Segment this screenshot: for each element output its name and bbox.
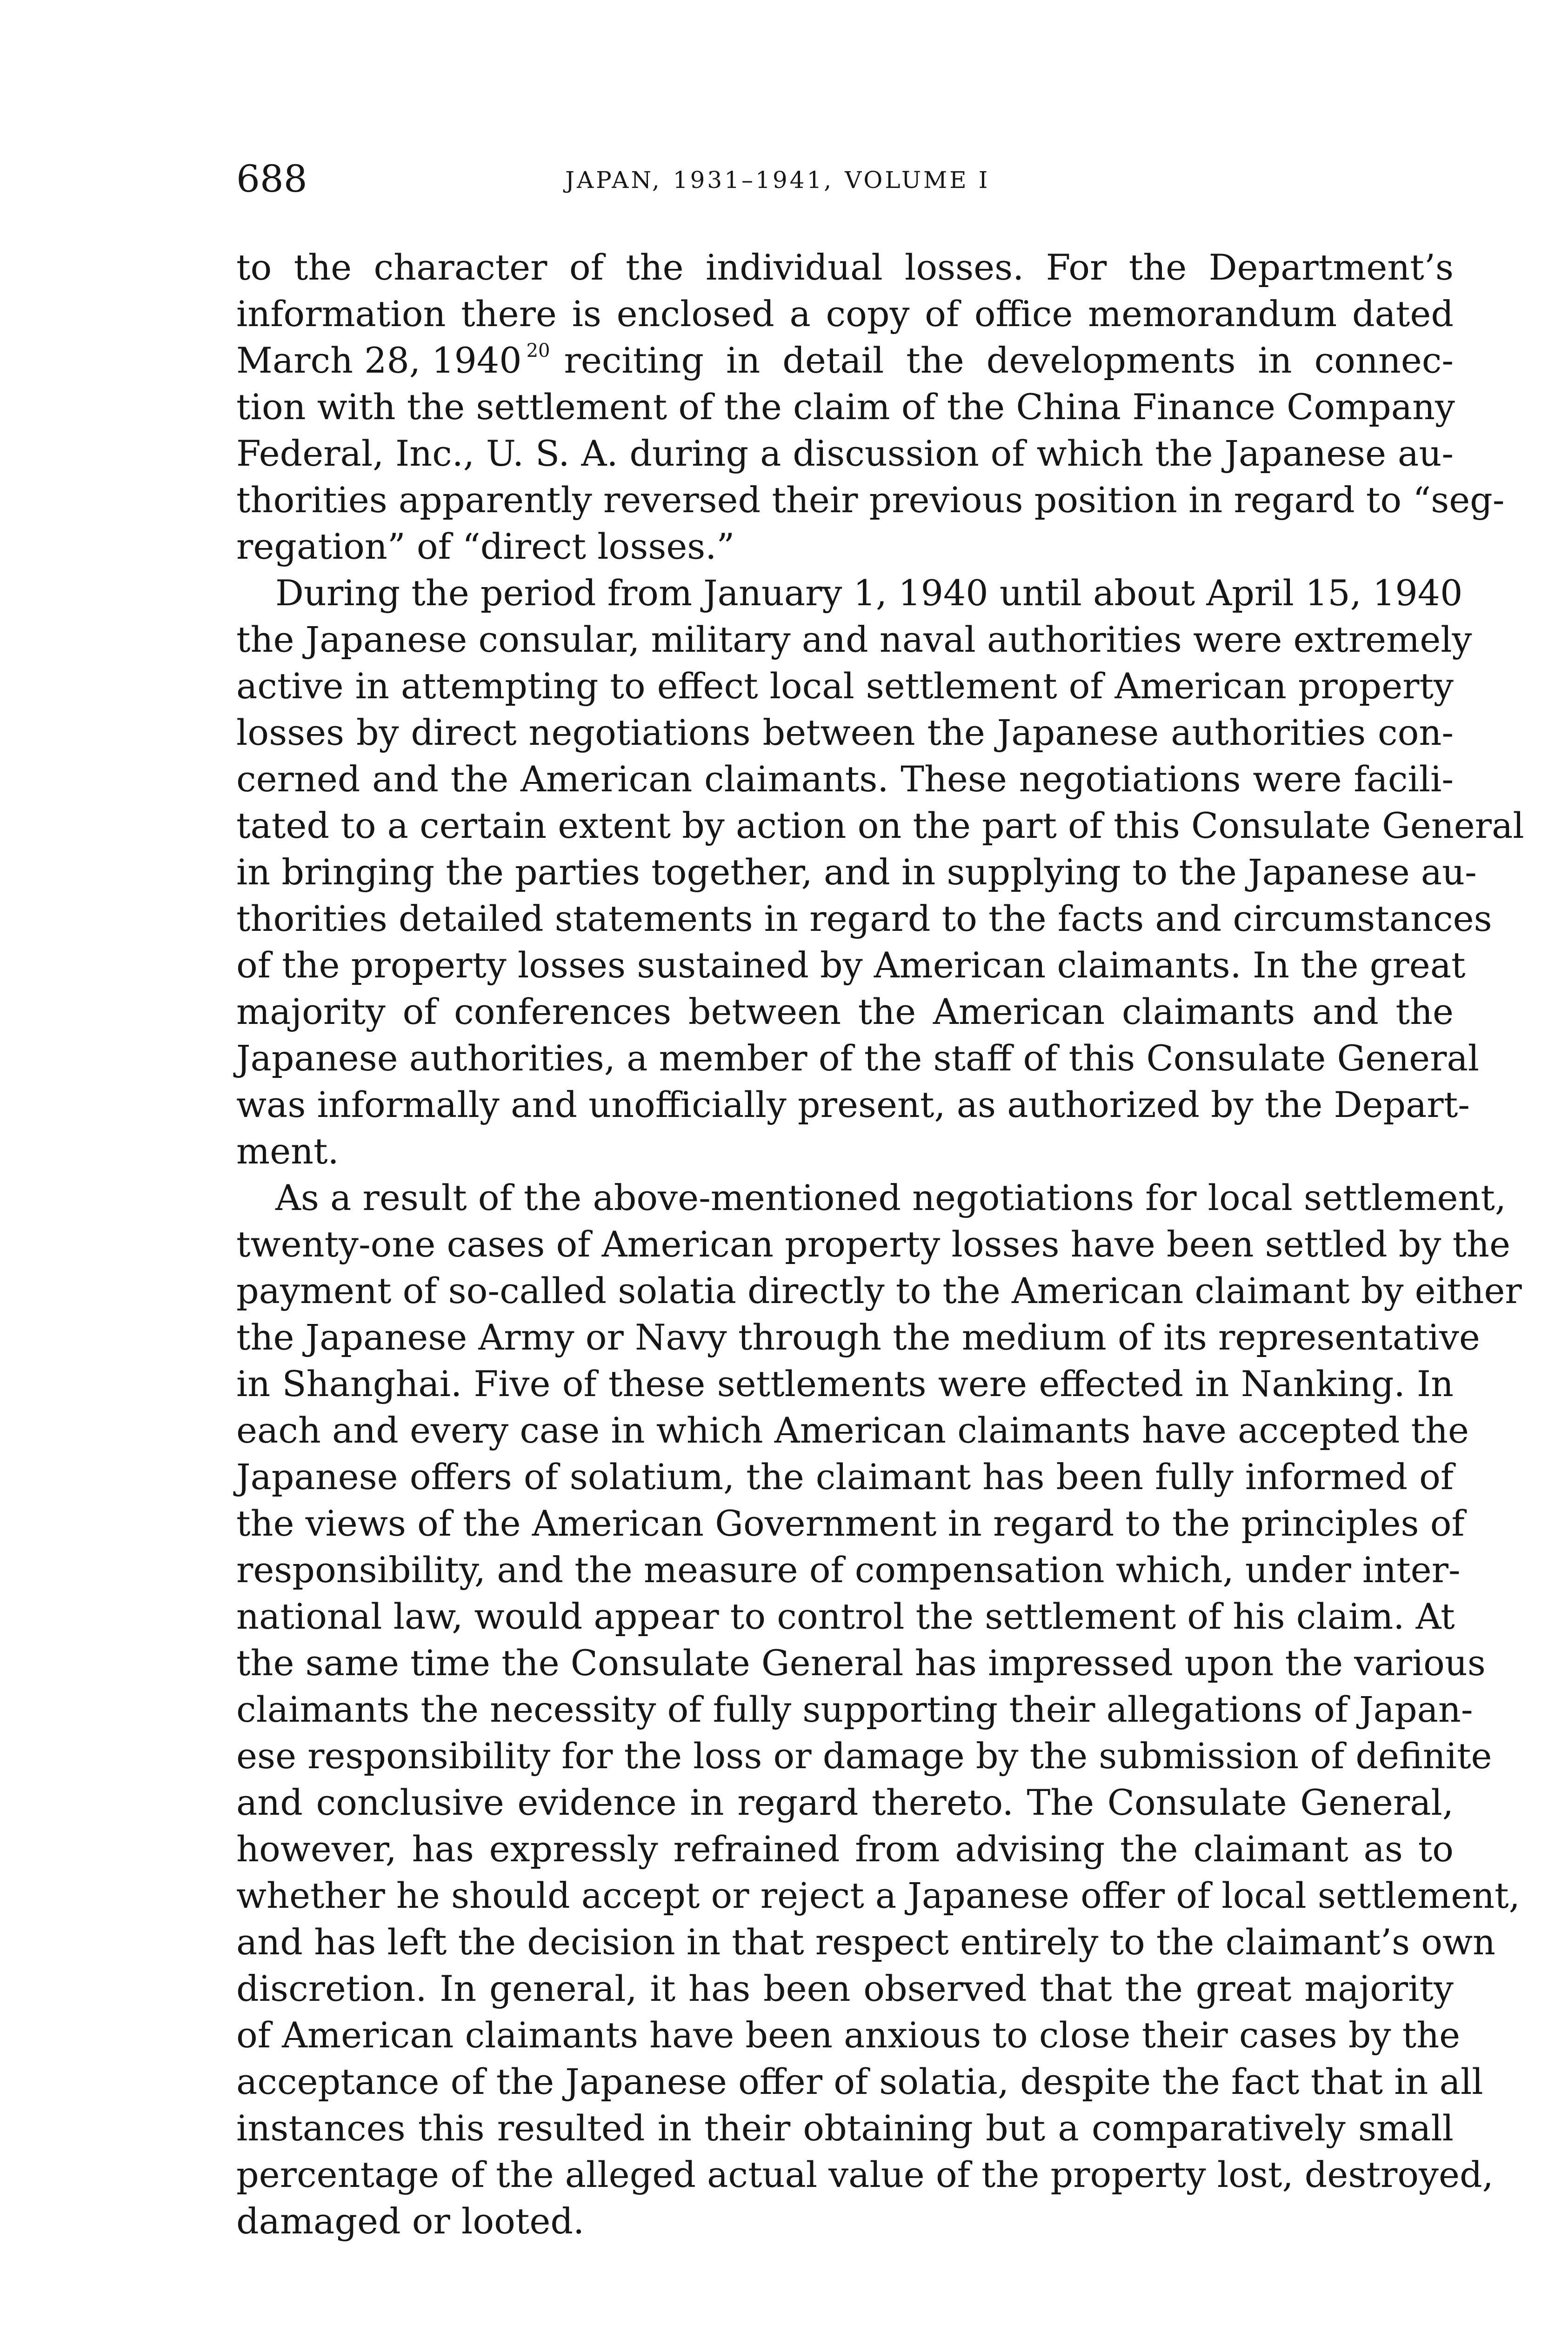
- text-line: acceptance of the Japanese offer of solatia, despite the fact that in all: [236, 2061, 1483, 2102]
- text-line: ese responsibility for the loss or damage by the submission of definite: [236, 1735, 1492, 1777]
- text-line: of the property losses sustained by American claimants. In the great: [236, 944, 1466, 986]
- text-line-start: March 28, 1940 $^{20}$: [236, 340, 550, 381]
- text-line: the views of the American Government in regard to the principles of: [236, 1503, 1465, 1544]
- text-line: tion with the settlement of the claim of the China Finance Company: [236, 386, 1455, 428]
- text-line: claimants the necessity of fully supporting their allegations of Japan-: [236, 1689, 1473, 1730]
- running-head-title: JAPAN,: [565, 167, 662, 194]
- text-line: and conclusive evidence in regard thereto. The Consulate General,: [236, 1782, 1454, 1823]
- text-line: [236, 337, 1454, 384]
- text-line: the same time the Consulate General has impressed upon the various: [236, 1642, 1486, 1684]
- text-line: damaged or looted.: [236, 2200, 585, 2242]
- text-line: to the character of the individual losses. For the Department’s: [236, 247, 1454, 288]
- text-line: regation” of “direct losses.”: [236, 526, 735, 567]
- text-line: instances this resulted in their obtaining but a comparatively small: [236, 2107, 1454, 2149]
- text-line: Japanese authorities, a member of the staff of this Consulate General: [236, 1037, 1480, 1079]
- text-line: the Japanese consular, military and naval authorities were extremely: [236, 619, 1472, 660]
- text-line: responsibility, and the measure of compensation which, under inter-: [236, 1549, 1461, 1591]
- text-line: tated to a certain extent by action on the part of this Consulate General: [236, 805, 1524, 846]
- paragraph-start-line: During the period from January 1, 1940 until about April 15, 1940: [275, 572, 1463, 614]
- body-text: [236, 244, 1524, 2245]
- text-line: information there is enclosed a copy of office memorandum dated: [236, 293, 1454, 334]
- text-line: Federal, Inc., U. S. A. during a discussion of which the Japanese au-: [236, 433, 1454, 474]
- text-line: national law, would appear to control the settlement of his claim. At: [236, 1596, 1455, 1637]
- text-line: whether he should accept or reject a Japanese offer of local settlement,: [236, 1875, 1520, 1916]
- text-line: twenty-one cases of American property losses have been settled by the: [236, 1223, 1511, 1265]
- text-line: of American claimants have been anxious to close their cases by the: [236, 2014, 1461, 2056]
- running-head-years: 1931–1941,: [673, 167, 834, 194]
- text-line: thorities apparently reversed their previous position in regard to “seg-: [236, 479, 1505, 521]
- running-head: [565, 168, 990, 192]
- paragraph-start-line: As a result of the above-mentioned negotiations for local settlement,: [275, 1177, 1507, 1218]
- footnote-reference: 20: [526, 340, 550, 361]
- running-head-volume: VOLUME I: [845, 167, 990, 194]
- text-line: Japanese offers of solatium, the claimant has been fully informed of: [236, 1456, 1454, 1497]
- text-line: majority of conferences between the American claimants and the: [236, 991, 1454, 1032]
- text-line: losses by direct negotiations between the Japanese authorities con-: [236, 712, 1454, 753]
- text-line: discretion. In general, it has been observed that the great majority: [236, 1968, 1454, 2009]
- text-line: percentage of the alleged actual value of the property lost, destroyed,: [236, 2154, 1494, 2195]
- text-line: in Shanghai. Five of these settlements were effected in Nanking. In: [236, 1363, 1454, 1404]
- text-line: thorities detailed statements in regard to the facts and circumstances: [236, 898, 1492, 939]
- page-number: 688: [236, 157, 307, 201]
- text-line: however, has expressly refrained from advising the claimant as to: [236, 1828, 1454, 1870]
- text-line: each and every case in which American claimants have accepted the: [236, 1410, 1469, 1451]
- text-line: payment of so-called solatia directly to the American claimant by either: [236, 1270, 1522, 1311]
- text-line: the Japanese Army or Navy through the medium of its representative: [236, 1317, 1480, 1358]
- text-line: and has left the decision in that respect entirely to the claimant’s own: [236, 1921, 1495, 1963]
- text-line: cerned and the American claimants. These negotiations were facili-: [236, 758, 1454, 800]
- text-line: in bringing the parties together, and in supplying to the Japanese au-: [236, 851, 1477, 893]
- text-line-rest: reciting in detail the developments in connec-: [564, 340, 1454, 381]
- text-line: was informally and unofficially present, as authorized by the Depart-: [236, 1084, 1470, 1125]
- text-line: ment.: [236, 1130, 339, 1172]
- text-line: active in attempting to effect local settlement of American property: [236, 665, 1454, 707]
